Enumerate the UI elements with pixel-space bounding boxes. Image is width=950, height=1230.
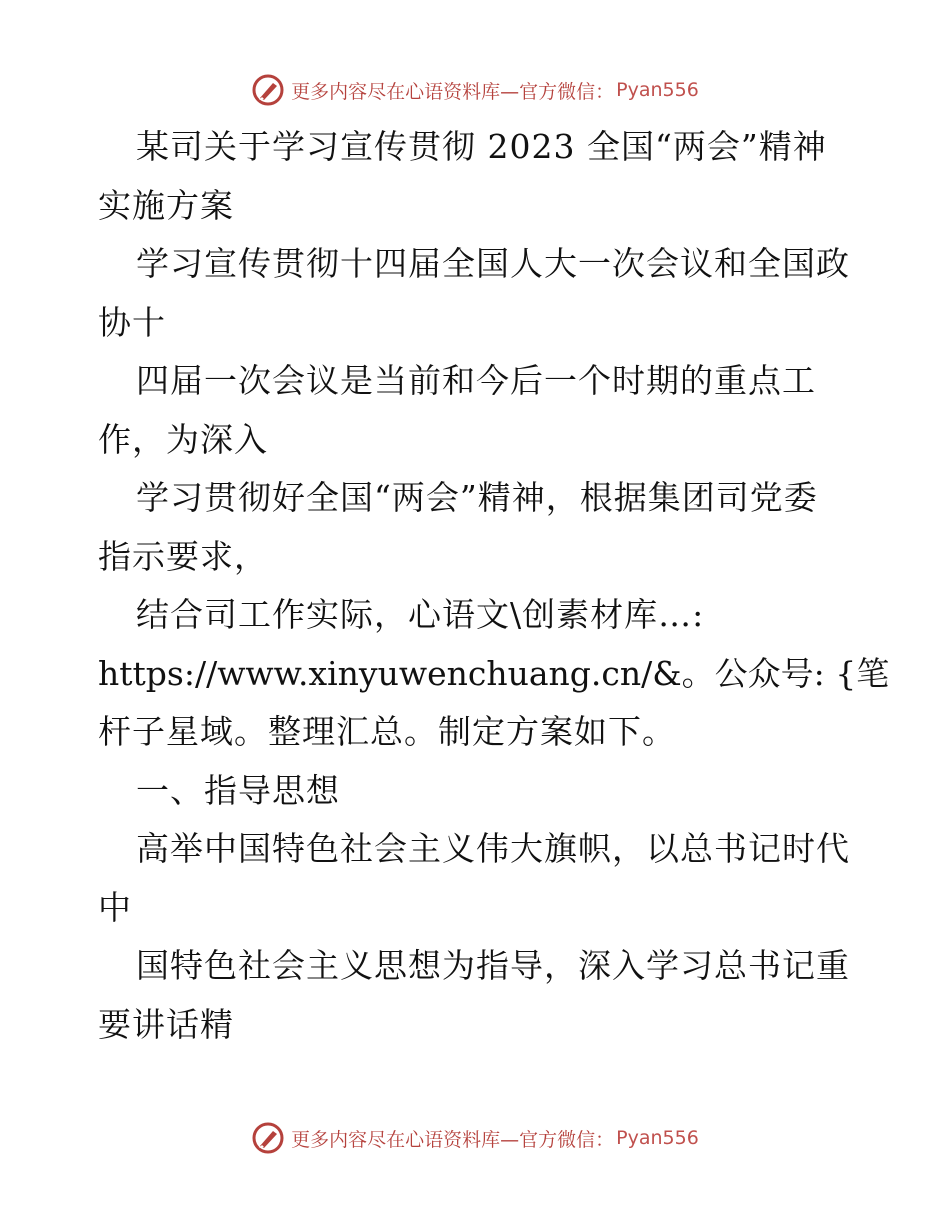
- paragraph-line: 指示要求，: [98, 536, 268, 576]
- section-heading: 一、指导思想: [136, 770, 340, 810]
- pen-logo-icon: [251, 73, 285, 107]
- doc-title-line-2: 实施方案: [98, 185, 234, 225]
- watermark-text: 更多内容尽在心语资料库—官方微信：: [291, 80, 615, 103]
- paragraph-line: 协十: [98, 302, 166, 342]
- paragraph-line: 要讲话精: [98, 1004, 234, 1044]
- watermark-text: 更多内容尽在心语资料库—官方微信：: [291, 1128, 615, 1151]
- paragraph-line: 四届一次会议是当前和今后一个时期的重点工: [136, 361, 816, 400]
- paragraph-line: 国特色社会主义思想为指导，深入学习总书记重: [136, 946, 850, 985]
- watermark-id: Pyan556: [616, 79, 699, 101]
- url-line: https://www.xinyuwenchuang.cn/&。公众号: {笔: [98, 653, 890, 693]
- paragraph-line: 中: [98, 887, 132, 927]
- header-watermark: [0, 70, 950, 110]
- watermark-id: Pyan556: [616, 1127, 699, 1149]
- paragraph-line: 杆子星域。整理汇总。制定方案如下。: [98, 712, 676, 751]
- document-body: [98, 118, 890, 1054]
- paragraph-line: 结合司工作实际，心语文\创素材库…:: [136, 595, 705, 634]
- pen-logo-icon: [251, 1121, 285, 1155]
- footer-watermark: [0, 1118, 950, 1158]
- paragraph-line: 学习宣传贯彻十四届全国人大一次会议和全国政: [136, 244, 850, 283]
- paragraph-line: 学习贯彻好全国“两会”精神，根据集团司党委: [136, 478, 818, 517]
- doc-title-line-1: 某司关于学习宣传贯彻 2023 全国“两会”精神: [136, 127, 827, 166]
- paragraph-line: 高举中国特色社会主义伟大旗帜，以总书记时代: [136, 829, 850, 868]
- paragraph-line: 作，为深入: [98, 419, 268, 459]
